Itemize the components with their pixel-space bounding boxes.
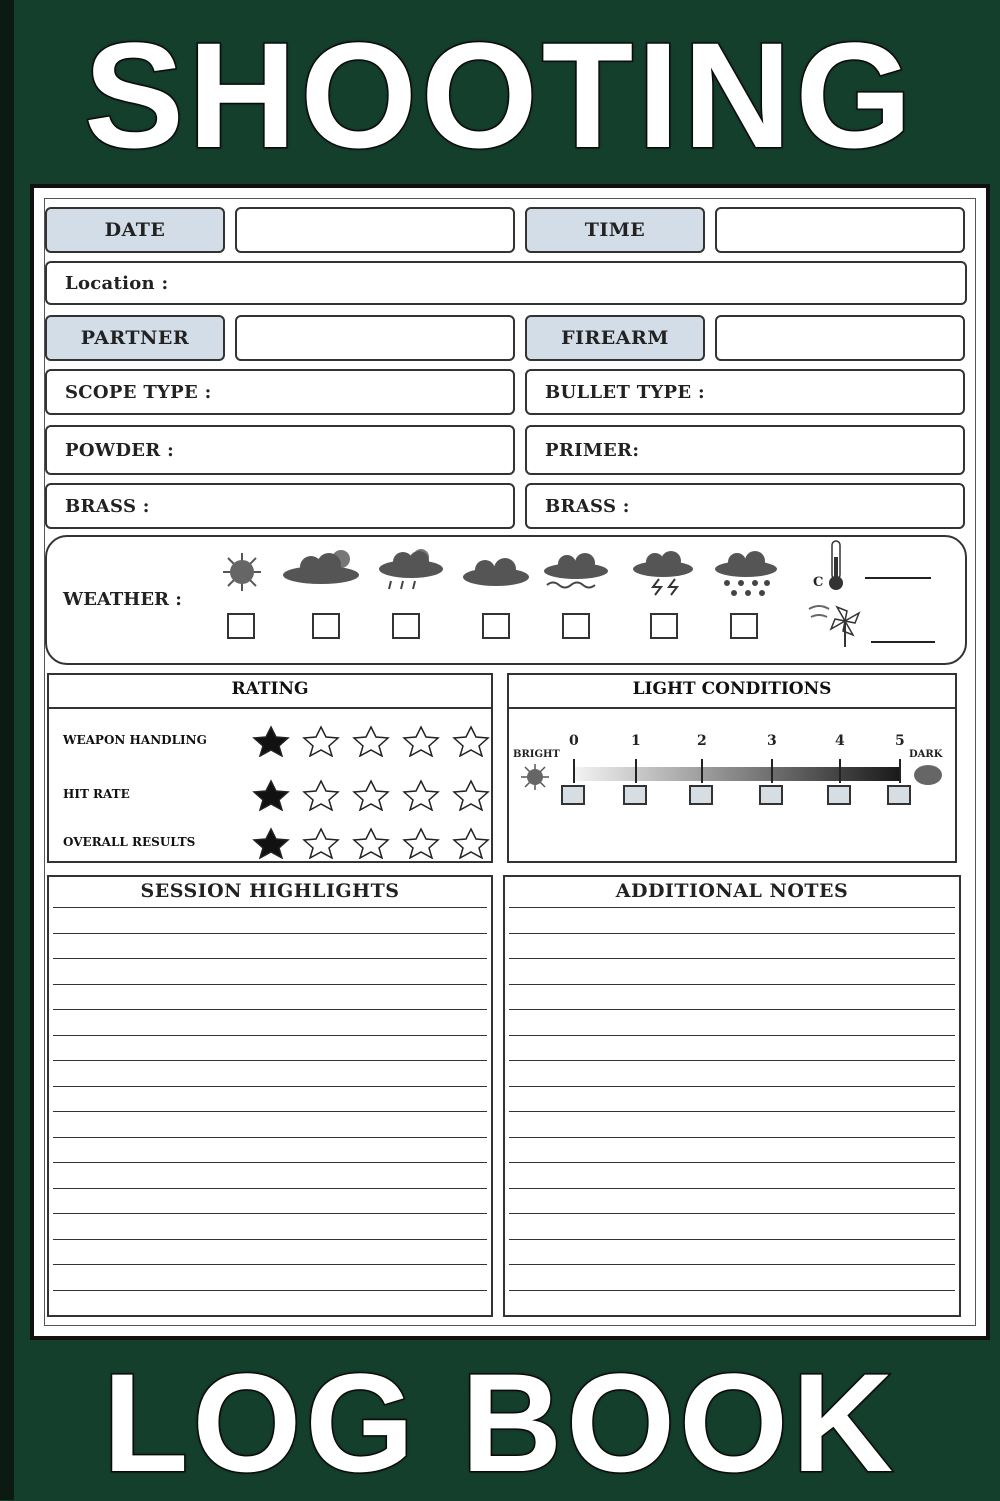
rating-title: RATING (231, 679, 309, 699)
notes-writing-line[interactable] (509, 1239, 955, 1240)
light-tick-mark (839, 759, 841, 783)
light-conditions-panel (507, 673, 957, 863)
light-level-checkbox[interactable] (759, 785, 783, 805)
highlights-writing-line[interactable] (53, 1290, 487, 1291)
highlights-writing-line[interactable] (53, 1137, 487, 1138)
brass-label-left: BRASS : (65, 495, 150, 517)
highlights-writing-line[interactable] (53, 1188, 487, 1189)
highlights-writing-line[interactable] (53, 1009, 487, 1010)
cover-title-top: SHOOTING (83, 11, 917, 179)
notes-writing-line[interactable] (509, 1111, 955, 1112)
highlights-writing-line[interactable] (53, 1213, 487, 1214)
light-level-checkbox[interactable] (887, 785, 911, 805)
time-label: TIME (525, 207, 705, 253)
partly-cloudy-icon (281, 547, 363, 589)
firearm-label: FIREARM (525, 315, 705, 361)
scope-type-label: SCOPE TYPE : (65, 381, 212, 403)
wind-line[interactable] (871, 641, 935, 643)
light-tick-label: 2 (697, 733, 707, 749)
star-empty-icon[interactable] (299, 725, 343, 757)
light-tick-label: 3 (767, 733, 777, 749)
light-tick-label: 1 (631, 733, 641, 749)
powder-field[interactable] (45, 425, 515, 475)
cloudy-icon (461, 555, 531, 589)
session-highlights-panel (47, 875, 493, 1317)
highlights-writing-line[interactable] (53, 907, 487, 908)
light-conditions-title: LIGHT CONDITIONS (632, 679, 832, 699)
temperature-line[interactable] (865, 577, 931, 579)
rating-row-label: HIT RATE (63, 787, 130, 801)
partner-label: PARTNER (45, 315, 225, 361)
weather-checkbox-rain[interactable] (392, 613, 420, 639)
light-tick-mark (771, 759, 773, 783)
additional-notes-panel (503, 875, 961, 1317)
bullet-type-field[interactable] (525, 369, 965, 415)
session-highlights-title: SESSION HIGHLIGHTS (140, 880, 400, 902)
light-tick-mark (635, 759, 637, 783)
thunderstorm-icon (629, 549, 697, 597)
highlights-writing-line[interactable] (53, 1239, 487, 1240)
highlights-writing-line[interactable] (53, 1035, 487, 1036)
notes-writing-line[interactable] (509, 958, 955, 959)
star-empty-icon[interactable] (449, 827, 493, 859)
location-field[interactable] (45, 261, 967, 305)
thermometer-icon (825, 539, 847, 593)
light-level-checkbox[interactable] (689, 785, 713, 805)
notes-writing-line[interactable] (509, 984, 955, 985)
highlights-writing-line[interactable] (53, 1264, 487, 1265)
powder-label: POWDER : (65, 439, 175, 461)
weather-checkbox-hail[interactable] (730, 613, 758, 639)
star-empty-icon[interactable] (399, 779, 443, 811)
star-filled-icon[interactable] (249, 725, 293, 757)
date-field[interactable] (235, 207, 515, 253)
star-empty-icon[interactable] (349, 725, 393, 757)
star-empty-icon[interactable] (449, 779, 493, 811)
rain-icon (377, 547, 447, 595)
highlights-writing-line[interactable] (53, 1162, 487, 1163)
notes-writing-line[interactable] (509, 1213, 955, 1214)
brass-field-left[interactable] (45, 483, 515, 529)
wind-pinwheel-icon (807, 599, 865, 649)
light-tick-mark (701, 759, 703, 783)
dark-moon-icon (911, 763, 945, 787)
notes-writing-line[interactable] (509, 1060, 955, 1061)
notes-writing-line[interactable] (509, 1290, 955, 1291)
star-empty-icon[interactable] (399, 725, 443, 757)
windy-cloud-icon (541, 551, 611, 595)
light-tick-label: 4 (835, 733, 845, 749)
highlights-writing-line[interactable] (53, 958, 487, 959)
notes-writing-line[interactable] (509, 1086, 955, 1087)
weather-checkbox-thunderstorm[interactable] (650, 613, 678, 639)
star-empty-icon[interactable] (299, 827, 343, 859)
weather-checkbox-cloudy[interactable] (482, 613, 510, 639)
rating-stars (249, 725, 493, 757)
star-filled-icon[interactable] (249, 827, 293, 859)
weather-checkbox-sun[interactable] (227, 613, 255, 639)
star-empty-icon[interactable] (449, 725, 493, 757)
bright-label: BRIGHT (513, 749, 560, 760)
rating-panel (47, 673, 493, 863)
highlights-writing-line[interactable] (53, 984, 487, 985)
partner-field[interactable] (235, 315, 515, 361)
rating-stars (249, 827, 493, 859)
star-filled-icon[interactable] (249, 779, 293, 811)
highlights-writing-line[interactable] (53, 1086, 487, 1087)
location-label: Location : (65, 272, 169, 294)
notes-writing-line[interactable] (509, 933, 955, 934)
light-tick-mark (573, 759, 575, 783)
notes-writing-line[interactable] (509, 1162, 955, 1163)
star-empty-icon[interactable] (349, 779, 393, 811)
hail-icon (711, 549, 781, 599)
primer-label: PRIMER: (545, 439, 640, 461)
dark-label: DARK (909, 749, 943, 760)
brass-label-right: BRASS : (545, 495, 630, 517)
firearm-field[interactable] (715, 315, 965, 361)
star-empty-icon[interactable] (299, 779, 343, 811)
highlights-writing-line[interactable] (53, 933, 487, 934)
notes-writing-line[interactable] (509, 1137, 955, 1138)
notes-writing-line[interactable] (509, 1188, 955, 1189)
additional-notes-title: ADDITIONAL NOTES (615, 880, 849, 902)
light-level-checkbox[interactable] (827, 785, 851, 805)
highlights-writing-line[interactable] (53, 1111, 487, 1112)
weather-checkbox-partly-cloudy[interactable] (312, 613, 340, 639)
temperature-unit: C (813, 575, 824, 590)
rating-stars (249, 779, 493, 811)
star-empty-icon[interactable] (349, 827, 393, 859)
log-page (30, 184, 990, 1340)
light-gradient-bar (573, 767, 899, 781)
weather-label: WEATHER : (63, 589, 182, 610)
light-tick-label: 5 (895, 733, 905, 749)
weather-checkbox-windy[interactable] (562, 613, 590, 639)
notes-writing-line[interactable] (509, 1264, 955, 1265)
light-tick-mark (899, 759, 901, 783)
highlights-writing-line[interactable] (53, 1060, 487, 1061)
date-label: DATE (45, 207, 225, 253)
primer-field[interactable] (525, 425, 965, 475)
notes-writing-line[interactable] (509, 907, 955, 908)
time-field[interactable] (715, 207, 965, 253)
brass-field-right[interactable] (525, 483, 965, 529)
light-tick-label: 0 (569, 733, 579, 749)
weather-panel (45, 535, 967, 665)
notes-writing-line[interactable] (509, 1009, 955, 1010)
page-inner-border (44, 198, 976, 1326)
notes-writing-line[interactable] (509, 1035, 955, 1036)
light-level-checkbox[interactable] (623, 785, 647, 805)
rating-row-label: WEAPON HANDLING (63, 733, 207, 747)
cover-title-bottom: LOG BOOK (102, 1344, 898, 1501)
bright-sun-icon (519, 763, 551, 791)
scope-type-field[interactable] (45, 369, 515, 415)
book-spine (0, 0, 14, 1500)
bullet-type-label: BULLET TYPE : (545, 381, 705, 403)
star-empty-icon[interactable] (399, 827, 443, 859)
rating-row-label: OVERALL RESULTS (63, 835, 196, 849)
sun-icon (219, 551, 265, 593)
light-level-checkbox[interactable] (561, 785, 585, 805)
